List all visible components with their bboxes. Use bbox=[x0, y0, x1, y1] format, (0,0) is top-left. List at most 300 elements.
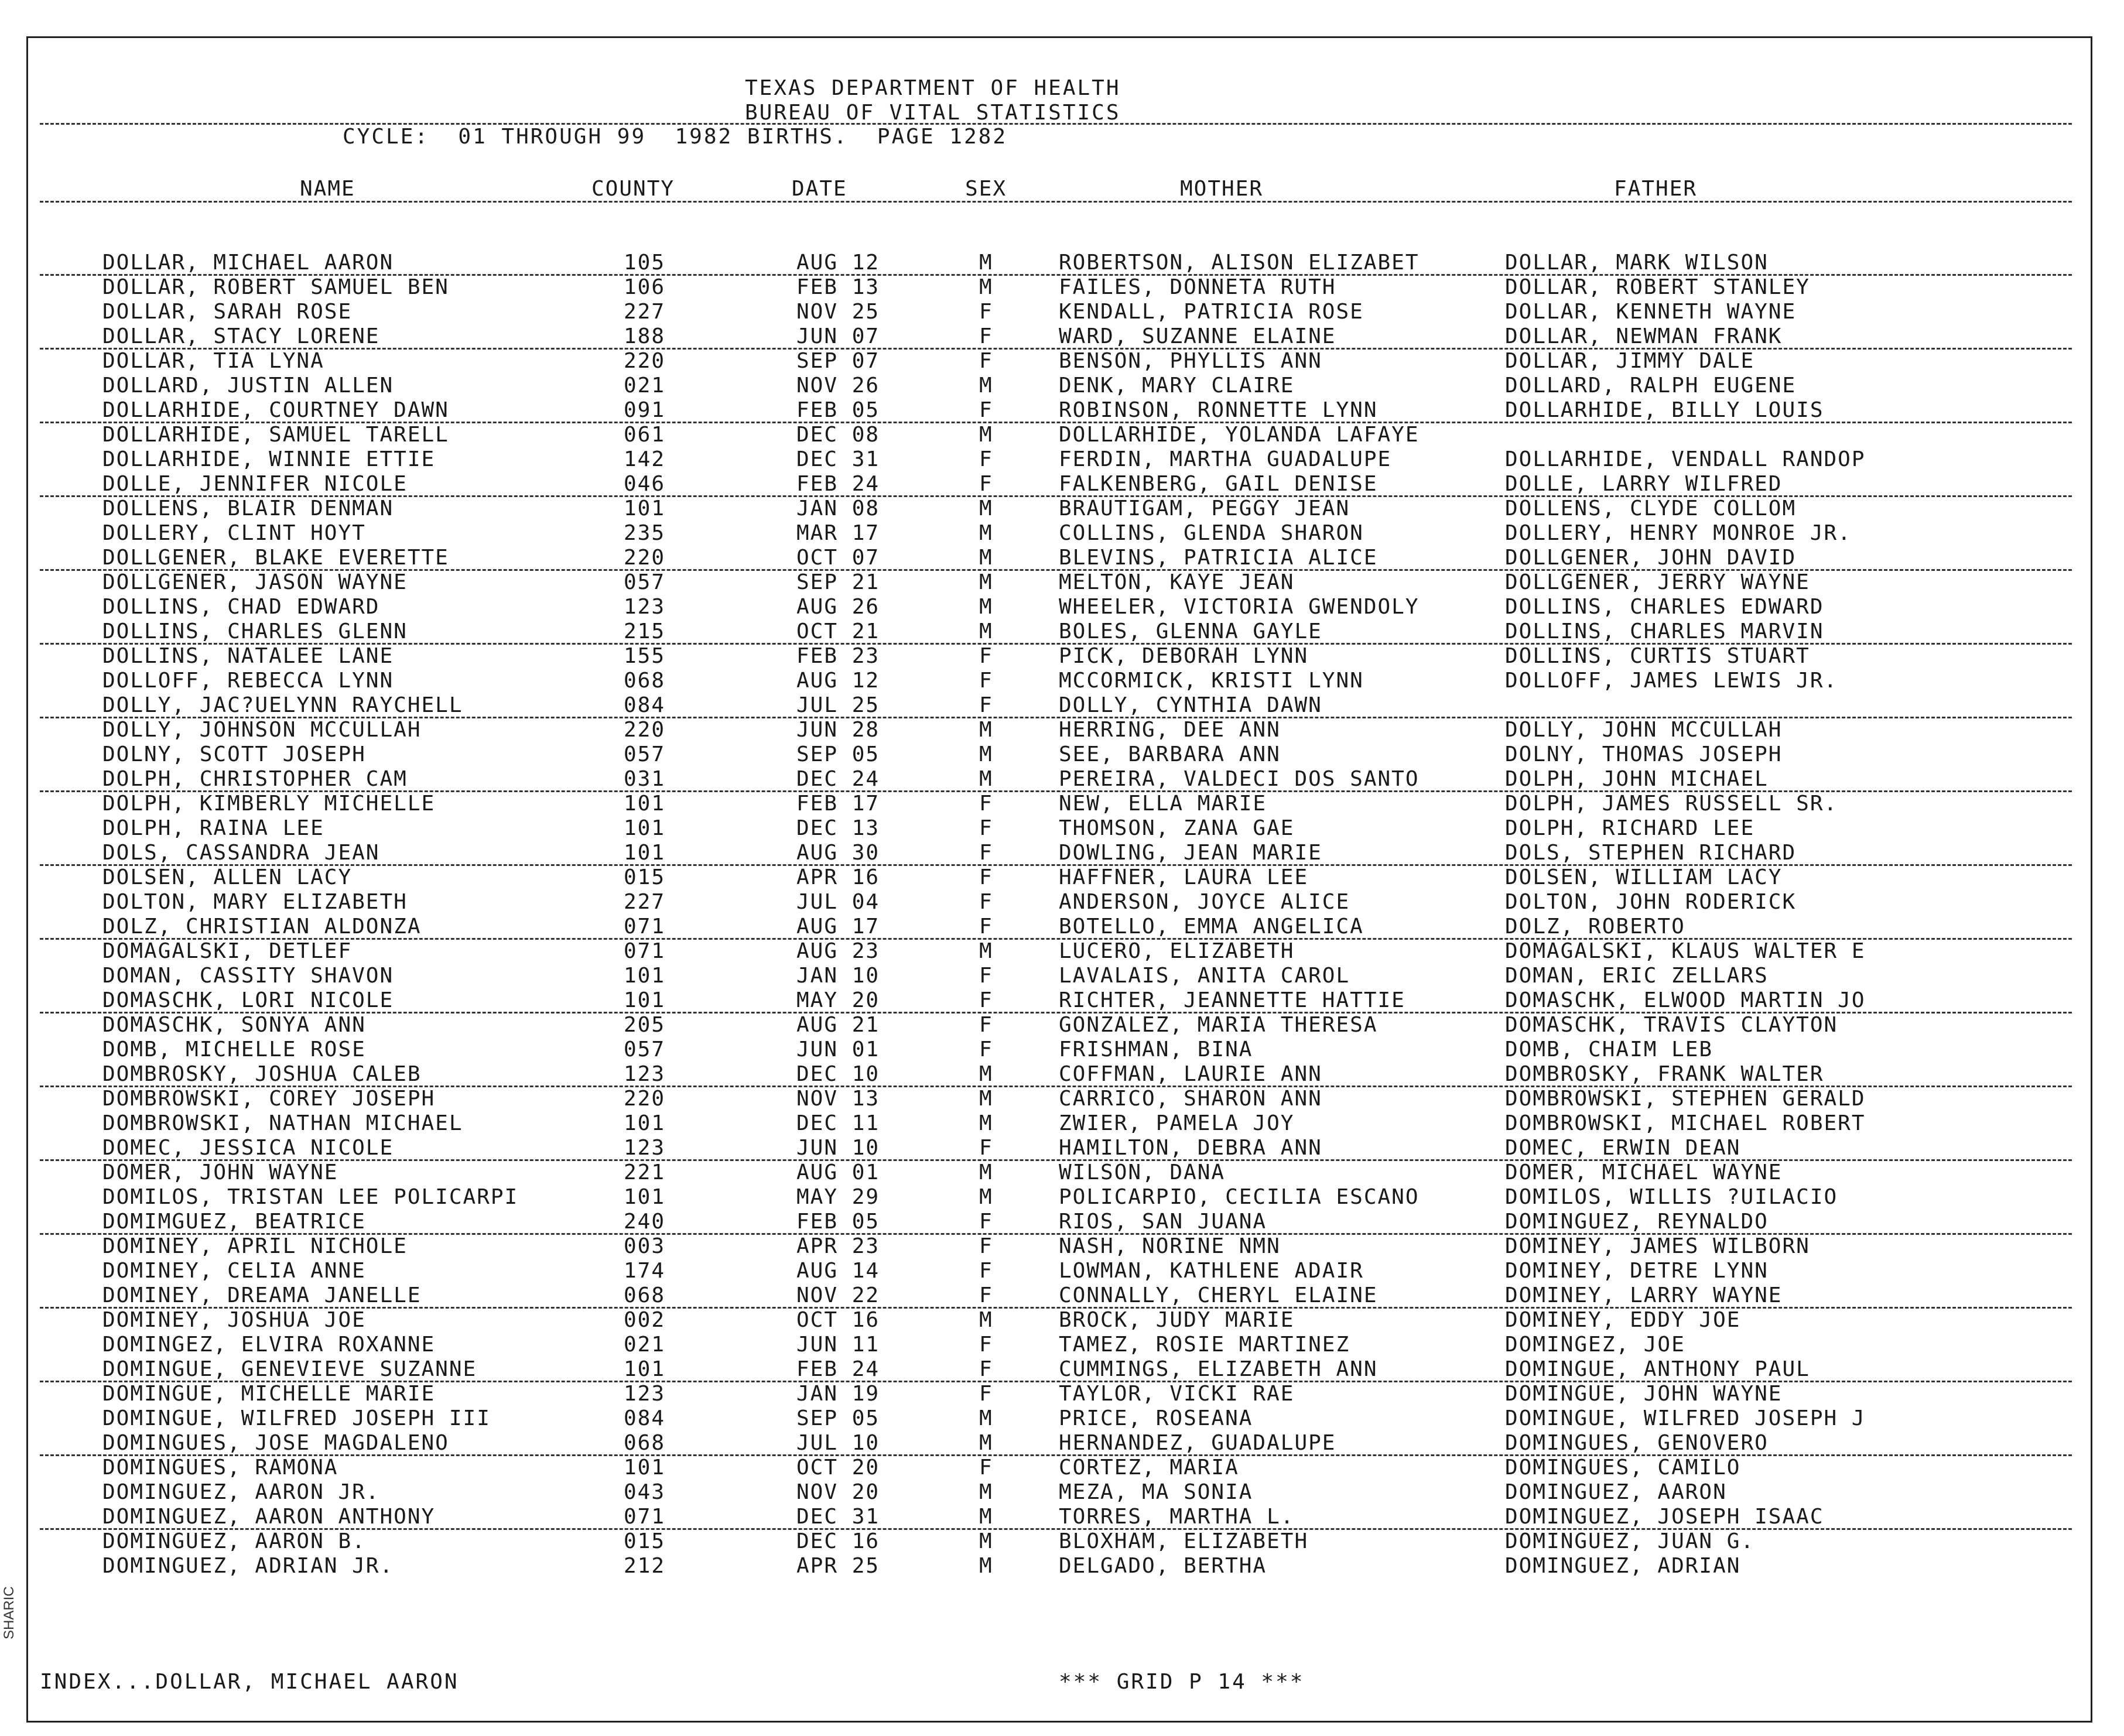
table-row bbox=[0, 1308, 2124, 1333]
table-row bbox=[0, 1210, 2124, 1234]
cell-date: JUN 07 bbox=[796, 324, 880, 348]
table-row bbox=[0, 1333, 2124, 1357]
cell-mother: WILSON, DANA bbox=[1059, 1160, 1226, 1184]
cell-mother: FALKENBERG, GAIL DENISE bbox=[1059, 472, 1378, 496]
table-row bbox=[0, 1382, 2124, 1406]
cell-father: DOLLGENER, JERRY WAYNE bbox=[1505, 570, 1810, 594]
cell-name: DOMINGUEZ, AARON B. bbox=[102, 1529, 366, 1553]
cell-father: DOMEC, ERWIN DEAN bbox=[1505, 1136, 1741, 1160]
header-cycle: CYCLE: 01 THROUGH 99 1982 BIRTHS. PAGE 1282 bbox=[343, 125, 1007, 149]
cell-county: 068 bbox=[624, 1283, 666, 1307]
cell-name: DOLZ, CHRISTIAN ALDONZA bbox=[102, 915, 422, 939]
cell-county: 046 bbox=[624, 472, 666, 496]
cell-sex: F bbox=[979, 300, 993, 324]
table-row bbox=[0, 423, 2124, 447]
cell-date: FEB 24 bbox=[796, 1357, 880, 1381]
cell-date: OCT 16 bbox=[796, 1308, 880, 1332]
cell-name: DOMINGUE, MICHELLE MARIE bbox=[102, 1382, 436, 1406]
cell-mother: ROBERTSON, ALISON ELIZABET bbox=[1059, 251, 1420, 275]
cell-sex: F bbox=[979, 915, 993, 939]
cell-sex: M bbox=[979, 742, 993, 766]
cell-county: 071 bbox=[624, 915, 666, 939]
cell-date: JUL 25 bbox=[796, 693, 880, 717]
cell-date: DEC 31 bbox=[796, 447, 880, 471]
cell-father: DOLLE, LARRY WILFRED bbox=[1505, 472, 1783, 496]
cell-mother: KENDALL, PATRICIA ROSE bbox=[1059, 300, 1364, 324]
cell-date: FEB 13 bbox=[796, 275, 880, 299]
cell-mother: BROCK, JUDY MARIE bbox=[1059, 1308, 1295, 1332]
cell-county: 240 bbox=[624, 1210, 666, 1234]
cell-sex: M bbox=[979, 1111, 993, 1135]
cell-mother: LOWMAN, KATHLENE ADAIR bbox=[1059, 1259, 1364, 1283]
cell-father: DOLLAR, ROBERT STANLEY bbox=[1505, 275, 1810, 299]
cell-name: DOLLGENER, BLAKE EVERETTE bbox=[102, 546, 449, 570]
cell-father: DOLZ, ROBERTO bbox=[1505, 915, 1685, 939]
cell-mother: LUCERO, ELIZABETH bbox=[1059, 939, 1295, 963]
table-row bbox=[0, 1554, 2124, 1579]
cell-county: 221 bbox=[624, 1160, 666, 1184]
cell-county: 123 bbox=[624, 1382, 666, 1406]
cell-county: 123 bbox=[624, 1062, 666, 1086]
cell-date: FEB 24 bbox=[796, 472, 880, 496]
table-row bbox=[0, 374, 2124, 398]
cell-county: 015 bbox=[624, 865, 666, 889]
cell-sex: F bbox=[979, 472, 993, 496]
column-header-county: COUNTY bbox=[591, 177, 675, 201]
row-divider bbox=[40, 1307, 2072, 1309]
cell-date: SEP 21 bbox=[796, 570, 880, 594]
cell-name: DOLLENS, BLAIR DENMAN bbox=[102, 497, 394, 521]
cell-county: 155 bbox=[624, 644, 666, 668]
cell-sex: F bbox=[979, 1357, 993, 1381]
cell-sex: M bbox=[979, 595, 993, 619]
cell-date: APR 25 bbox=[796, 1554, 880, 1578]
cell-mother: CUMMINGS, ELIZABETH ANN bbox=[1059, 1357, 1378, 1381]
row-divider bbox=[40, 348, 2072, 350]
cell-county: 101 bbox=[624, 964, 666, 988]
cell-name: DOMILOS, TRISTAN LEE POLICARPI bbox=[102, 1185, 519, 1209]
cell-name: DOLNY, SCOTT JOSEPH bbox=[102, 742, 366, 766]
table-row bbox=[0, 1136, 2124, 1160]
cell-sex: F bbox=[979, 988, 993, 1012]
cell-date: APR 23 bbox=[796, 1234, 880, 1258]
cell-date: OCT 07 bbox=[796, 546, 880, 570]
column-header-divider bbox=[40, 201, 2072, 203]
cell-county: 101 bbox=[624, 841, 666, 865]
cell-county: 205 bbox=[624, 1013, 666, 1037]
cell-sex: M bbox=[979, 570, 993, 594]
cell-county: 101 bbox=[624, 816, 666, 840]
cell-father: DOMINEY, EDDY JOE bbox=[1505, 1308, 1741, 1332]
cell-date: FEB 23 bbox=[796, 644, 880, 668]
column-header-sex: SEX bbox=[965, 177, 1007, 201]
cell-date: NOV 26 bbox=[796, 374, 880, 398]
cell-county: 188 bbox=[624, 324, 666, 348]
cell-county: 212 bbox=[624, 1554, 666, 1578]
cell-name: DOMINEY, APRIL NICHOLE bbox=[102, 1234, 408, 1258]
cell-name: DOLLARD, JUSTIN ALLEN bbox=[102, 374, 394, 398]
cell-sex: F bbox=[979, 1234, 993, 1258]
cell-name: DOMAGALSKI, DETLEF bbox=[102, 939, 353, 963]
cell-sex: F bbox=[979, 447, 993, 471]
table-row bbox=[0, 988, 2124, 1013]
cell-name: DOLPH, RAINA LEE bbox=[102, 816, 324, 840]
cell-mother: COLLINS, GLENDA SHARON bbox=[1059, 521, 1364, 545]
cell-name: DOLLAR, STACY LORENE bbox=[102, 324, 380, 348]
column-header-name: NAME bbox=[300, 177, 355, 201]
cell-sex: M bbox=[979, 521, 993, 545]
cell-mother: NASH, NORINE NMN bbox=[1059, 1234, 1281, 1258]
header-department: TEXAS DEPARTMENT OF HEALTH bbox=[745, 76, 1121, 100]
cell-mother: THOMSON, ZANA GAE bbox=[1059, 816, 1295, 840]
cell-name: DOLLY, JOHNSON MCCULLAH bbox=[102, 718, 422, 742]
cell-sex: F bbox=[979, 1283, 993, 1307]
cell-name: DOMAN, CASSITY SHAVON bbox=[102, 964, 394, 988]
cell-date: NOV 25 bbox=[796, 300, 880, 324]
cell-mother: TORRES, MARTHA L. bbox=[1059, 1505, 1295, 1529]
cell-mother: DOLLY, CYNTHIA DAWN bbox=[1059, 693, 1322, 717]
cell-county: 215 bbox=[624, 619, 666, 643]
cell-mother: TAMEZ, ROSIE MARTINEZ bbox=[1059, 1333, 1350, 1357]
cell-county: 084 bbox=[624, 1406, 666, 1430]
table-row bbox=[0, 1062, 2124, 1087]
table-row bbox=[0, 792, 2124, 816]
cell-mother: CONNALLY, CHERYL ELAINE bbox=[1059, 1283, 1378, 1307]
cell-name: DOMBROWSKI, COREY JOSEPH bbox=[102, 1087, 436, 1111]
cell-county: 071 bbox=[624, 1505, 666, 1529]
table-row bbox=[0, 1185, 2124, 1210]
cell-county: 084 bbox=[624, 693, 666, 717]
cell-name: DOMINEY, DREAMA JANELLE bbox=[102, 1283, 422, 1307]
cell-sex: F bbox=[979, 890, 993, 914]
cell-mother: SEE, BARBARA ANN bbox=[1059, 742, 1281, 766]
table-row bbox=[0, 472, 2124, 497]
cell-date: JUL 04 bbox=[796, 890, 880, 914]
table-row bbox=[0, 619, 2124, 644]
column-header-mother: MOTHER bbox=[1180, 177, 1264, 201]
table-row bbox=[0, 964, 2124, 988]
cell-sex: M bbox=[979, 251, 993, 275]
cell-date: DEC 24 bbox=[796, 767, 880, 791]
row-divider bbox=[40, 1454, 2072, 1456]
cell-name: DOLLAR, ROBERT SAMUEL BEN bbox=[102, 275, 449, 299]
cell-father: DOMINGUEZ, AARON bbox=[1505, 1480, 1727, 1504]
cell-sex: M bbox=[979, 619, 993, 643]
cell-name: DOLLARHIDE, SAMUEL TARELL bbox=[102, 423, 449, 447]
cell-father: DOMINEY, LARRY WAYNE bbox=[1505, 1283, 1783, 1307]
cell-sex: M bbox=[979, 1406, 993, 1430]
cell-mother: MCCORMICK, KRISTI LYNN bbox=[1059, 669, 1364, 693]
cell-county: 123 bbox=[624, 1136, 666, 1160]
cell-mother: POLICARPIO, CECILIA ESCANO bbox=[1059, 1185, 1420, 1209]
cell-county: 101 bbox=[624, 1456, 666, 1480]
cell-mother: COFFMAN, LAURIE ANN bbox=[1059, 1062, 1322, 1086]
cell-father: DOLLENS, CLYDE COLLOM bbox=[1505, 497, 1797, 521]
cell-name: DOLS, CASSANDRA JEAN bbox=[102, 841, 380, 865]
cell-mother: BOLES, GLENNA GAYLE bbox=[1059, 619, 1322, 643]
cell-date: OCT 21 bbox=[796, 619, 880, 643]
table-row bbox=[0, 1357, 2124, 1382]
cell-father: DOMASCHK, TRAVIS CLAYTON bbox=[1505, 1013, 1838, 1037]
row-divider bbox=[40, 938, 2072, 940]
cell-date: JUN 10 bbox=[796, 1136, 880, 1160]
cell-sex: M bbox=[979, 374, 993, 398]
cell-county: 057 bbox=[624, 1038, 666, 1062]
cell-father: DOMINGUES, CAMILO bbox=[1505, 1456, 1741, 1480]
cell-father: DOMBROWSKI, STEPHEN GERALD bbox=[1505, 1087, 1866, 1111]
cell-county: 105 bbox=[624, 251, 666, 275]
cell-date: SEP 05 bbox=[796, 1406, 880, 1430]
cell-name: DOMBROWSKI, NATHAN MICHAEL bbox=[102, 1111, 463, 1135]
row-divider bbox=[40, 422, 2072, 423]
cell-sex: M bbox=[979, 1062, 993, 1086]
cell-mother: CORTEZ, MARIA bbox=[1059, 1456, 1239, 1480]
cell-sex: F bbox=[979, 669, 993, 693]
table-row bbox=[0, 1234, 2124, 1259]
cell-father: DOMINGUE, ANTHONY PAUL bbox=[1505, 1357, 1810, 1381]
table-row bbox=[0, 521, 2124, 546]
cell-county: 220 bbox=[624, 718, 666, 742]
cell-name: DOLPH, CHRISTOPHER CAM bbox=[102, 767, 408, 791]
cell-mother: FRISHMAN, BINA bbox=[1059, 1038, 1253, 1062]
cell-date: DEC 16 bbox=[796, 1529, 880, 1553]
cell-date: JUN 11 bbox=[796, 1333, 880, 1357]
table-row bbox=[0, 324, 2124, 349]
cell-mother: DENK, MARY CLAIRE bbox=[1059, 374, 1295, 398]
table-row bbox=[0, 939, 2124, 964]
cell-mother: TAYLOR, VICKI RAE bbox=[1059, 1382, 1295, 1406]
cell-name: DOLLGENER, JASON WAYNE bbox=[102, 570, 408, 594]
cell-date: JUL 10 bbox=[796, 1431, 880, 1455]
column-header-date: DATE bbox=[792, 177, 847, 201]
cell-sex: M bbox=[979, 1185, 993, 1209]
cell-name: DOMINGUEZ, AARON ANTHONY bbox=[102, 1505, 436, 1529]
cell-father: DOLLINS, CHARLES MARVIN bbox=[1505, 619, 1824, 643]
side-label: SHARIC bbox=[1, 1586, 17, 1639]
cell-county: 123 bbox=[624, 595, 666, 619]
cell-county: 002 bbox=[624, 1308, 666, 1332]
cell-county: 220 bbox=[624, 546, 666, 570]
cell-name: DOLLINS, CHAD EDWARD bbox=[102, 595, 380, 619]
cell-sex: M bbox=[979, 546, 993, 570]
cell-county: 101 bbox=[624, 792, 666, 816]
cell-name: DOMINEY, JOSHUA JOE bbox=[102, 1308, 366, 1332]
cell-mother: ROBINSON, RONNETTE LYNN bbox=[1059, 398, 1378, 422]
cell-date: APR 16 bbox=[796, 865, 880, 889]
cell-date: AUG 12 bbox=[796, 669, 880, 693]
row-divider bbox=[40, 1012, 2072, 1013]
row-divider bbox=[40, 643, 2072, 645]
cell-sex: F bbox=[979, 792, 993, 816]
cell-name: DOMINGUEZ, ADRIAN JR. bbox=[102, 1554, 394, 1578]
cell-county: 235 bbox=[624, 521, 666, 545]
table-row bbox=[0, 1431, 2124, 1456]
cell-father: DOLLINS, CURTIS STUART bbox=[1505, 644, 1810, 668]
cell-mother: BLOXHAM, ELIZABETH bbox=[1059, 1529, 1309, 1553]
cell-name: DOLSEN, ALLEN LACY bbox=[102, 865, 353, 889]
table-row bbox=[0, 546, 2124, 570]
cell-mother: CARRICO, SHARON ANN bbox=[1059, 1087, 1322, 1111]
cell-name: DOLPH, KIMBERLY MICHELLE bbox=[102, 792, 436, 816]
cell-father: DOLLARHIDE, BILLY LOUIS bbox=[1505, 398, 1824, 422]
cell-father: DOMINGUES, GENOVERO bbox=[1505, 1431, 1769, 1455]
cell-county: 220 bbox=[624, 1087, 666, 1111]
cell-father: DOLLOFF, JAMES LEWIS JR. bbox=[1505, 669, 1838, 693]
cell-father: DOLPH, RICHARD LEE bbox=[1505, 816, 1755, 840]
table-row bbox=[0, 865, 2124, 890]
cell-date: AUG 21 bbox=[796, 1013, 880, 1037]
cell-sex: M bbox=[979, 1160, 993, 1184]
cell-county: 106 bbox=[624, 275, 666, 299]
cell-mother: PRICE, ROSEANA bbox=[1059, 1406, 1253, 1430]
footer-index: INDEX...DOLLAR, MICHAEL AARON bbox=[40, 1670, 459, 1694]
table-row bbox=[0, 1529, 2124, 1554]
table-row bbox=[0, 915, 2124, 939]
cell-father: DOMAGALSKI, KLAUS WALTER E bbox=[1505, 939, 1866, 963]
table-row bbox=[0, 1505, 2124, 1529]
table-row bbox=[0, 1087, 2124, 1111]
cell-name: DOMINGUES, RAMONA bbox=[102, 1456, 338, 1480]
cell-mother: MELTON, KAYE JEAN bbox=[1059, 570, 1295, 594]
cell-sex: M bbox=[979, 497, 993, 521]
table-row bbox=[0, 1480, 2124, 1505]
cell-father: DOMINGUEZ, JOSEPH ISAAC bbox=[1505, 1505, 1824, 1529]
cell-father: DOLLAR, JIMMY DALE bbox=[1505, 349, 1755, 373]
cell-sex: F bbox=[979, 816, 993, 840]
cell-county: 021 bbox=[624, 1333, 666, 1357]
cell-date: SEP 05 bbox=[796, 742, 880, 766]
cell-sex: M bbox=[979, 1480, 993, 1504]
cell-sex: F bbox=[979, 865, 993, 889]
cell-mother: PICK, DEBORAH LYNN bbox=[1059, 644, 1309, 668]
cell-date: FEB 17 bbox=[796, 792, 880, 816]
cell-name: DOMER, JOHN WAYNE bbox=[102, 1160, 338, 1184]
cell-sex: F bbox=[979, 324, 993, 348]
cell-name: DOLLINS, CHARLES GLENN bbox=[102, 619, 408, 643]
cell-county: 101 bbox=[624, 1111, 666, 1135]
cell-mother: BLEVINS, PATRICIA ALICE bbox=[1059, 546, 1378, 570]
cell-date: JAN 10 bbox=[796, 964, 880, 988]
cell-county: 174 bbox=[624, 1259, 666, 1283]
cell-sex: M bbox=[979, 423, 993, 447]
cell-name: DOLLARHIDE, WINNIE ETTIE bbox=[102, 447, 436, 471]
cell-date: JUN 28 bbox=[796, 718, 880, 742]
cell-mother: ANDERSON, JOYCE ALICE bbox=[1059, 890, 1350, 914]
cell-name: DOMB, MICHELLE ROSE bbox=[102, 1038, 366, 1062]
cell-date: MAY 29 bbox=[796, 1185, 880, 1209]
cell-sex: F bbox=[979, 1456, 993, 1480]
cell-mother: RIOS, SAN JUANA bbox=[1059, 1210, 1267, 1234]
cell-mother: FAILES, DONNETA RUTH bbox=[1059, 275, 1336, 299]
cell-name: DOMBROSKY, JOSHUA CALEB bbox=[102, 1062, 422, 1086]
footer-grid: *** GRID P 14 *** bbox=[1059, 1670, 1305, 1694]
cell-date: DEC 10 bbox=[796, 1062, 880, 1086]
cell-sex: M bbox=[979, 1308, 993, 1332]
cell-date: NOV 13 bbox=[796, 1087, 880, 1111]
cell-county: 091 bbox=[624, 398, 666, 422]
cell-father: DOLLAR, MARK WILSON bbox=[1505, 251, 1769, 275]
table-row bbox=[0, 767, 2124, 792]
cell-name: DOLLE, JENNIFER NICOLE bbox=[102, 472, 408, 496]
table-row bbox=[0, 841, 2124, 865]
cell-sex: M bbox=[979, 1529, 993, 1553]
cell-mother: ZWIER, PAMELA JOY bbox=[1059, 1111, 1295, 1135]
cell-county: 031 bbox=[624, 767, 666, 791]
row-divider bbox=[40, 717, 2072, 718]
cell-mother: BRAUTIGAM, PEGGY JEAN bbox=[1059, 497, 1350, 521]
cell-sex: F bbox=[979, 1382, 993, 1406]
cell-mother: FERDIN, MARTHA GUADALUPE bbox=[1059, 447, 1392, 471]
cell-father: DOMINGUE, JOHN WAYNE bbox=[1505, 1382, 1783, 1406]
cell-name: DOMASCHK, SONYA ANN bbox=[102, 1013, 366, 1037]
cell-name: DOMINGUEZ, AARON JR. bbox=[102, 1480, 380, 1504]
cell-father: DOMILOS, WILLIS ?UILACIO bbox=[1505, 1185, 1838, 1209]
cell-sex: M bbox=[979, 1554, 993, 1578]
cell-county: 021 bbox=[624, 374, 666, 398]
cell-father: DOLLAR, NEWMAN FRANK bbox=[1505, 324, 1783, 348]
cell-sex: F bbox=[979, 398, 993, 422]
table-row bbox=[0, 718, 2124, 742]
cell-name: DOLLARHIDE, COURTNEY DAWN bbox=[102, 398, 449, 422]
header-bureau: BUREAU OF VITAL STATISTICS bbox=[745, 101, 1121, 125]
cell-name: DOLLAR, MICHAEL AARON bbox=[102, 251, 394, 275]
cell-name: DOMINGUE, GENEVIEVE SUZANNE bbox=[102, 1357, 477, 1381]
cell-mother: LAVALAIS, ANITA CAROL bbox=[1059, 964, 1350, 988]
cell-mother: BENSON, PHYLLIS ANN bbox=[1059, 349, 1322, 373]
cell-mother: HERRING, DEE ANN bbox=[1059, 718, 1281, 742]
cell-name: DOMINGEZ, ELVIRA ROXANNE bbox=[102, 1333, 436, 1357]
cell-mother: NEW, ELLA MARIE bbox=[1059, 792, 1267, 816]
cell-date: DEC 13 bbox=[796, 816, 880, 840]
row-divider bbox=[40, 1233, 2072, 1235]
row-divider bbox=[40, 864, 2072, 866]
cell-sex: F bbox=[979, 1136, 993, 1160]
table-row bbox=[0, 1013, 2124, 1038]
cell-county: 043 bbox=[624, 1480, 666, 1504]
cell-father: DOLLGENER, JOHN DAVID bbox=[1505, 546, 1797, 570]
cell-county: 142 bbox=[624, 447, 666, 471]
table-row bbox=[0, 890, 2124, 915]
table-row bbox=[0, 1406, 2124, 1431]
cell-name: DOMEC, JESSICA NICOLE bbox=[102, 1136, 394, 1160]
cell-sex: F bbox=[979, 841, 993, 865]
cell-mother: MEZA, MA SONIA bbox=[1059, 1480, 1253, 1504]
row-divider bbox=[40, 1159, 2072, 1161]
cell-date: AUG 30 bbox=[796, 841, 880, 865]
cell-name: DOLTON, MARY ELIZABETH bbox=[102, 890, 408, 914]
table-row bbox=[0, 693, 2124, 718]
table-row bbox=[0, 595, 2124, 619]
cell-mother: WHEELER, VICTORIA GWENDOLY bbox=[1059, 595, 1420, 619]
cell-date: AUG 14 bbox=[796, 1259, 880, 1283]
table-row bbox=[0, 742, 2124, 767]
cell-date: AUG 26 bbox=[796, 595, 880, 619]
cell-father: DOMB, CHAIM LEB bbox=[1505, 1038, 1713, 1062]
cell-father: DOLNY, THOMAS JOSEPH bbox=[1505, 742, 1783, 766]
cell-sex: F bbox=[979, 693, 993, 717]
cell-sex: M bbox=[979, 1087, 993, 1111]
cell-name: DOLLAR, TIA LYNA bbox=[102, 349, 324, 373]
cell-county: 003 bbox=[624, 1234, 666, 1258]
cell-date: FEB 05 bbox=[796, 1210, 880, 1234]
cell-sex: M bbox=[979, 275, 993, 299]
table-row bbox=[0, 669, 2124, 693]
row-divider bbox=[40, 495, 2072, 497]
table-row bbox=[0, 1283, 2124, 1308]
cell-mother: GONZALEZ, MARIA THERESA bbox=[1059, 1013, 1378, 1037]
cell-father: DOMINEY, DETRE LYNN bbox=[1505, 1259, 1769, 1283]
cell-county: 071 bbox=[624, 939, 666, 963]
